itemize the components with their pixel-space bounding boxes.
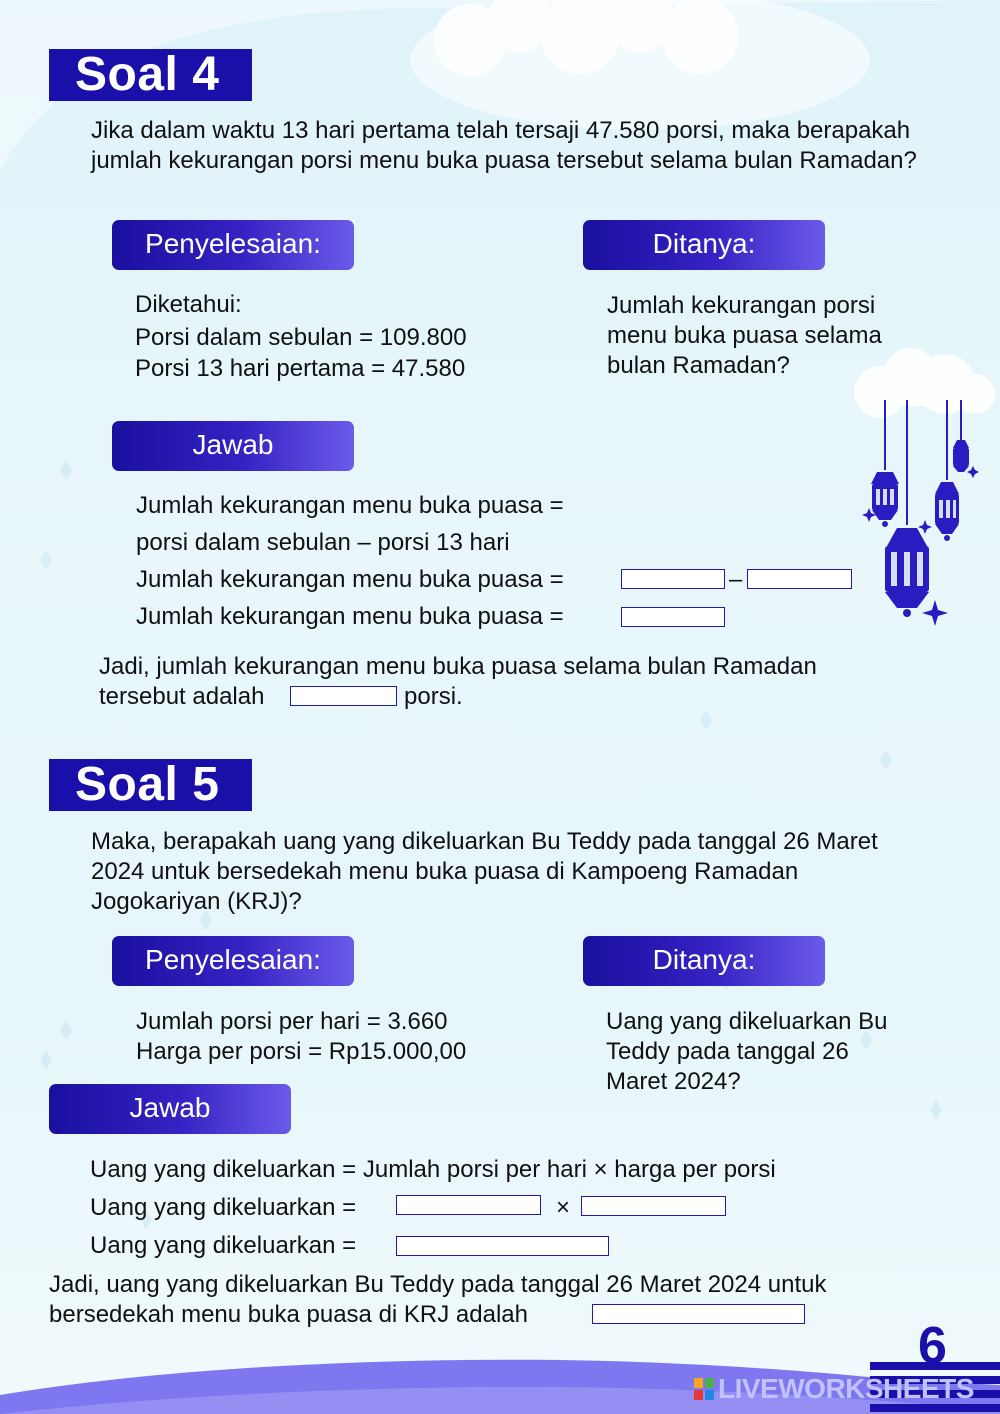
- answer-input-kekurangan[interactable]: [621, 607, 725, 627]
- answer-input-jumlah-porsi[interactable]: [396, 1195, 541, 1215]
- penyelesaian-label: Penyelesaian:: [112, 936, 354, 986]
- conclusion-unit: porsi.: [404, 683, 463, 710]
- known-item: Porsi dalam sebulan = 109.800: [135, 324, 467, 351]
- answer-input-porsi-13-hari[interactable]: [747, 569, 852, 589]
- soal-5-title: Soal 5: [49, 759, 252, 811]
- step-line: Jumlah kekurangan menu buka puasa =: [136, 566, 564, 593]
- soal-5-question: Maka, berapakah uang yang dikeluarkan Bu Teddy pada tanggal 26 Maret 2024 untuk bersedekah menu buka puasa di Kampoeng Ramadan Jogokariyan (KRJ)?: [91, 828, 878, 915]
- jawab-label: Jawab: [49, 1084, 291, 1134]
- answer-input-final-uang[interactable]: [592, 1304, 805, 1324]
- jawab-label: Jawab: [112, 421, 354, 471]
- soal-4-question: Jika dalam waktu 13 hari pertama telah tersaji 47.580 porsi, maka berapakah jumlah kekurangan porsi menu buka puasa tersebut selama bulan Ramadan?: [91, 117, 917, 174]
- step-line: Jumlah kekurangan menu buka puasa =: [136, 603, 564, 630]
- step-line: Jumlah kekurangan menu buka puasa =: [136, 492, 564, 519]
- conclusion-line: tersebut adalah: [99, 683, 265, 710]
- answer-input-porsi-sebulan[interactable]: [621, 569, 725, 589]
- penyelesaian-label: Penyelesaian:: [112, 220, 354, 270]
- asked-text: Jumlah kekurangan porsi menu buka puasa selama bulan Ramadan?: [607, 292, 882, 379]
- cloud-icon: [434, 0, 738, 76]
- conclusion-line: Jadi, uang yang dikeluarkan Bu Teddy pada tanggal 26 Maret 2024 untuk: [49, 1271, 827, 1298]
- conclusion-line: Jadi, jumlah kekurangan menu buka puasa selama bulan Ramadan: [99, 653, 817, 680]
- page-number: 6: [918, 1317, 947, 1375]
- ditanya-label: Ditanya:: [583, 936, 825, 986]
- known-item: Jumlah porsi per hari = 3.660: [136, 1008, 448, 1035]
- answer-input-final-porsi[interactable]: [290, 686, 397, 706]
- known-item: Porsi 13 hari pertama = 47.580: [135, 355, 466, 382]
- minus-symbol: –: [729, 566, 743, 593]
- answer-input-uang[interactable]: [396, 1236, 609, 1256]
- liveworksheets-logo-icon: [694, 1378, 714, 1400]
- answer-input-harga-porsi[interactable]: [581, 1196, 726, 1216]
- times-symbol: ×: [556, 1194, 571, 1221]
- asked-text: Uang yang dikeluarkan Bu Teddy pada tanggal 26 Maret 2024?: [606, 1008, 888, 1095]
- lantern-icon: [855, 400, 985, 640]
- diketahui-label: Diketahui:: [135, 291, 242, 318]
- conclusion-line: bersedekah menu buka puasa di KRJ adalah: [49, 1301, 528, 1328]
- step-line: Uang yang dikeluarkan = Jumlah porsi per hari × harga per porsi: [90, 1156, 776, 1183]
- step-line: Uang yang dikeluarkan =: [90, 1194, 357, 1221]
- step-line: Uang yang dikeluarkan =: [90, 1232, 357, 1259]
- soal-4-title: Soal 4: [49, 49, 252, 101]
- brand-name: LIVEWORKSHEETS: [718, 1373, 974, 1404]
- step-line: porsi dalam sebulan – porsi 13 hari: [136, 529, 510, 556]
- known-item: Harga per porsi = Rp15.000,00: [136, 1038, 467, 1065]
- ditanya-label: Ditanya:: [583, 220, 825, 270]
